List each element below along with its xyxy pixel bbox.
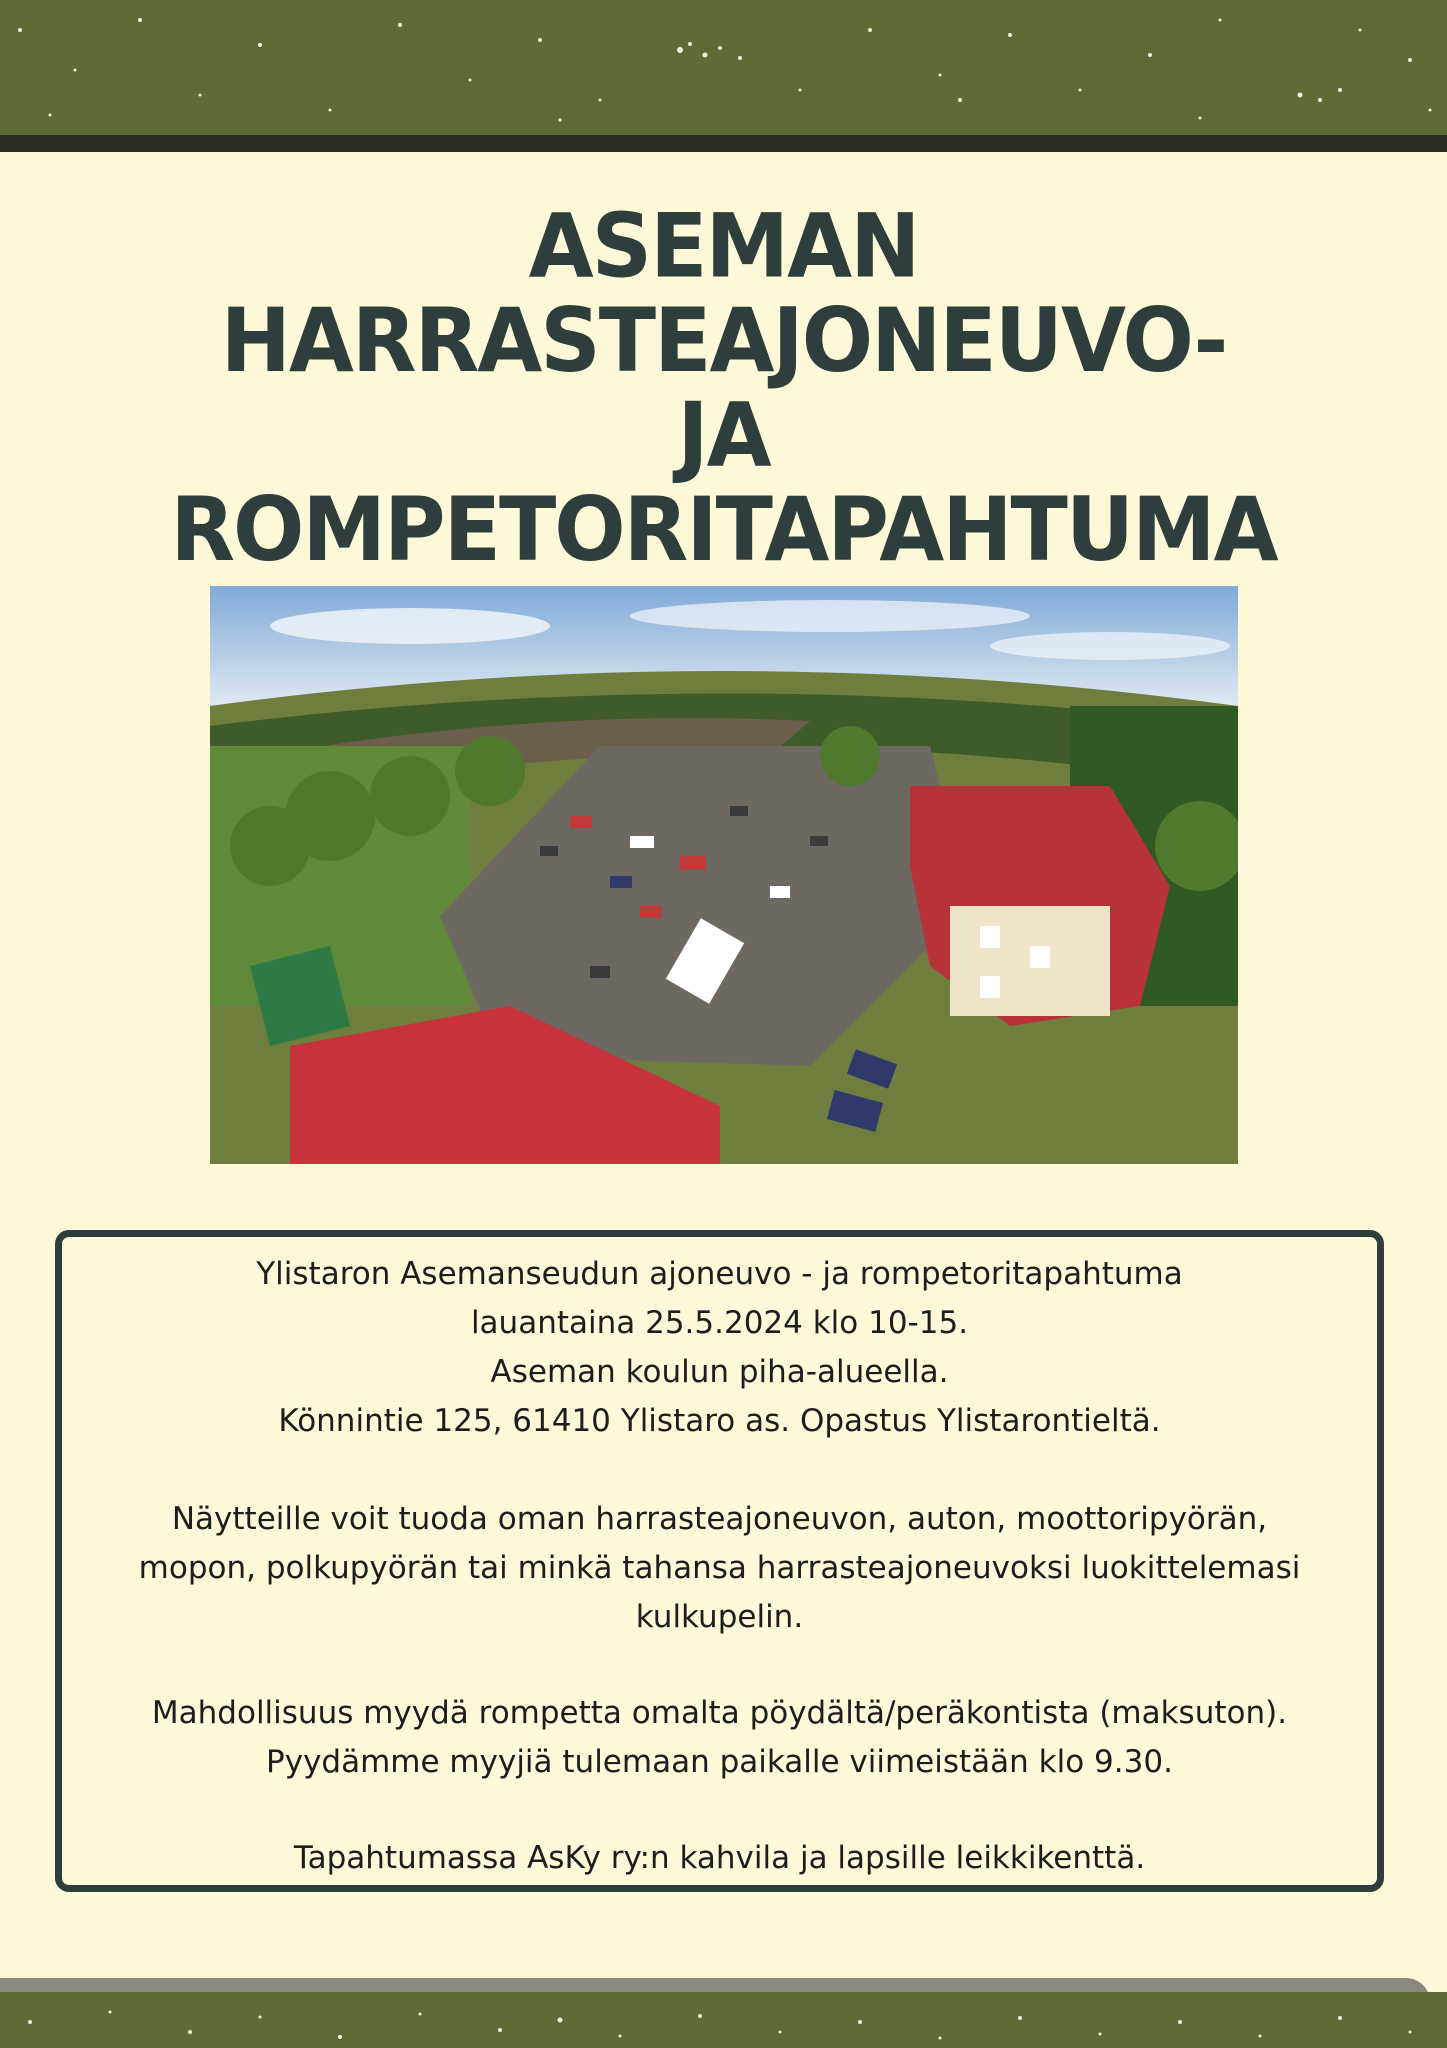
info-line: Pyydämme myyjiä tulemaan paikalle viimeistään klo 9.30. <box>266 1744 1173 1780</box>
info-line: mopon, polkupyörän tai minkä tahansa harrasteajoneuvoksi luokittelemasi <box>138 1550 1301 1586</box>
event-info-box <box>55 1230 1384 1892</box>
aerial-photo <box>210 586 1238 1164</box>
bottom-green-band <box>0 1992 1447 2048</box>
info-line: lauantaina 25.5.2024 klo 10-15. <box>470 1305 969 1341</box>
info-line: kulkupelin. <box>635 1599 804 1635</box>
info-line: Näytteille voit tuoda oman harrasteajoneuvon, auton, moottoripyörän, <box>171 1501 1268 1537</box>
speckle-pattern <box>0 1992 1447 2048</box>
info-line: Könnintie 125, 61410 Ylistaro as. Opastus Ylistarontieltä. <box>278 1403 1161 1439</box>
speckle-pattern <box>0 0 1447 135</box>
event-title <box>0 194 1447 582</box>
title-line: JA <box>677 383 770 487</box>
bottom-decorative-band <box>0 1978 1447 2048</box>
title-line: ASEMAN <box>528 194 919 298</box>
top-dark-stripe <box>0 135 1447 152</box>
top-decorative-band <box>0 0 1447 135</box>
exhibitors-paragraph <box>62 1495 1377 1642</box>
info-line: Aseman koulun piha-alueella. <box>490 1354 949 1390</box>
sellers-paragraph <box>62 1689 1377 1787</box>
info-line: Ylistaron Asemanseudun ajoneuvo - ja rompetoritapahtuma <box>256 1256 1183 1292</box>
amenities-paragraph <box>62 1834 1377 1883</box>
info-line: Tapahtumassa AsKy ry:n kahvila ja lapsille leikkikenttä. <box>293 1840 1146 1876</box>
title-line: HARRASTEAJONEUVO- <box>220 289 1227 393</box>
title-line: ROMPETORITAPAHTUMA <box>170 478 1277 582</box>
event-details-paragraph <box>62 1250 1377 1446</box>
info-line: Mahdollisuus myydä rompetta omalta pöydältä/peräkontista (maksuton). <box>151 1695 1288 1731</box>
aerial-photo-illustration <box>210 586 1238 1164</box>
